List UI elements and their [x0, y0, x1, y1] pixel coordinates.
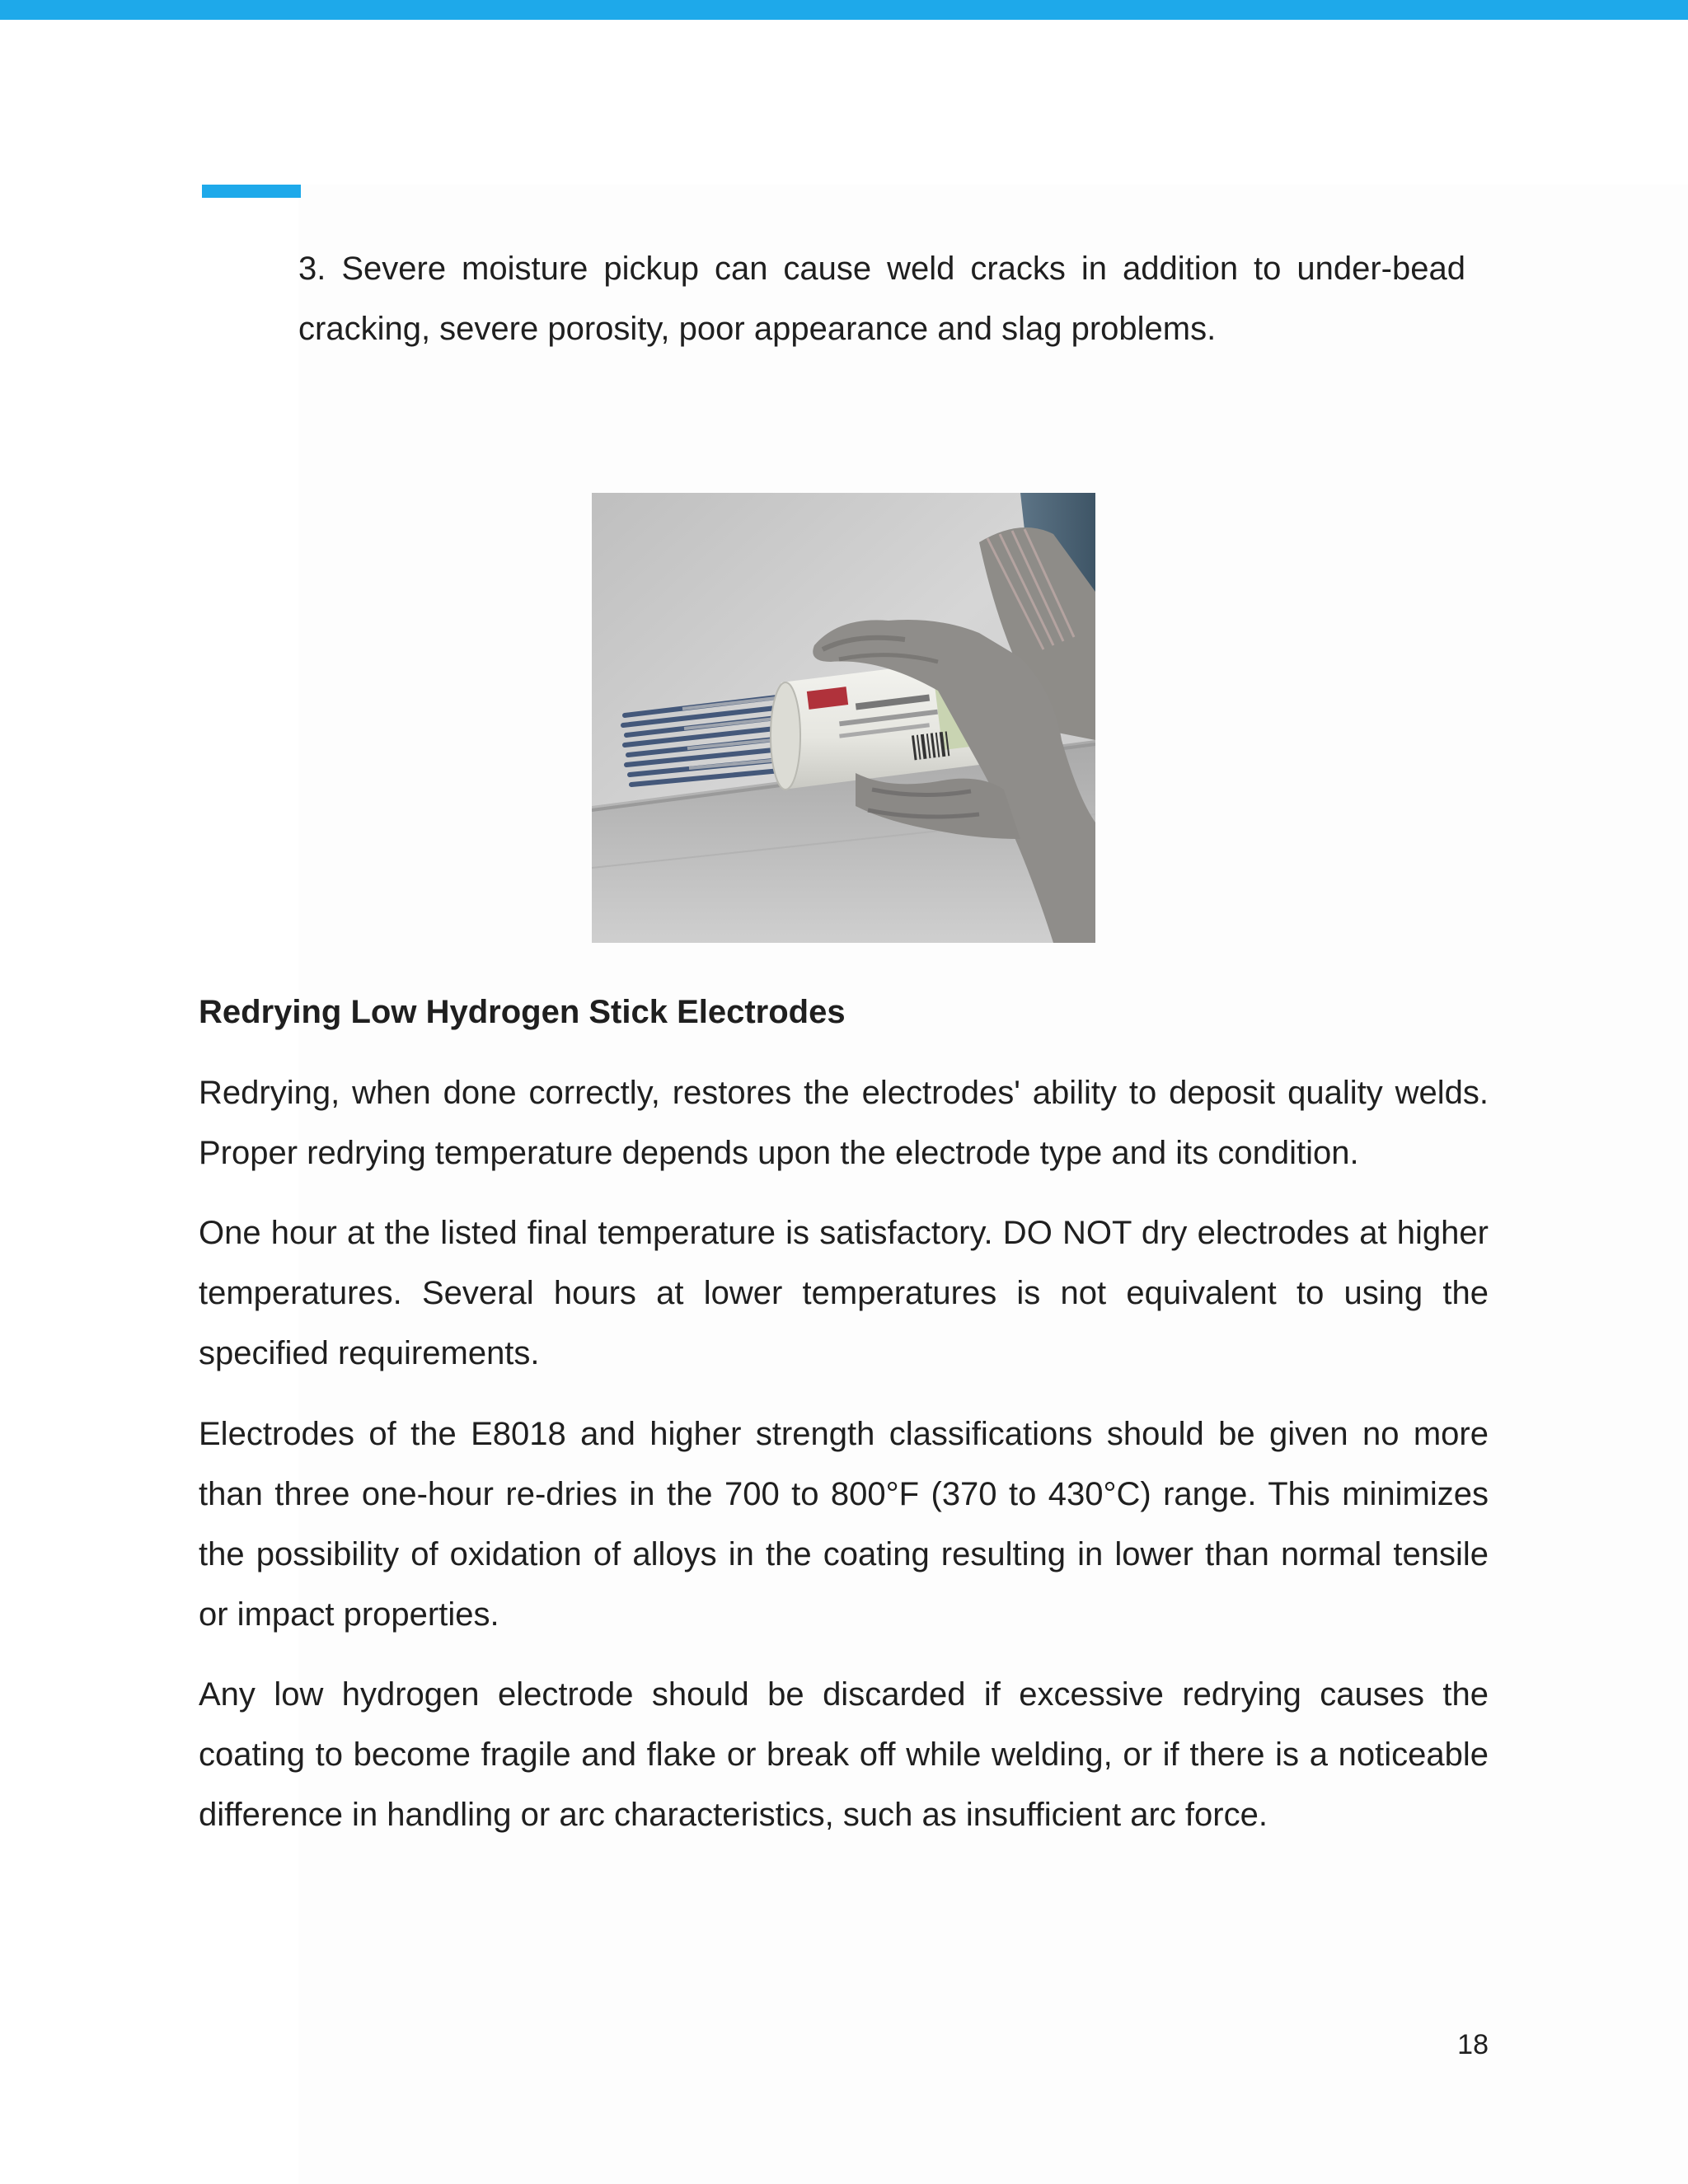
accent-dash	[202, 185, 301, 198]
paragraph: Redrying, when done correctly, restores the electrodes' ability to deposit quality welds. Proper redrying temperature depends upon the electrode type and its condition.	[199, 1075, 1489, 1171]
paragraph: Any low hydrogen electrode should be discarded if excessive redrying causes the coating to become fragile and flake or break off while welding, or if there is a noticeable difference in handling or arc characteristics, such as insufficient arc force.	[199, 1676, 1489, 1833]
list-item-3: 3. Severe moisture pickup can cause weld cracks in addition to under-bead cracking, severe porosity, poor appearance and slag problems.	[298, 251, 1465, 347]
paragraph: One hour at the listed final temperature is satisfactory. DO NOT dry electrodes at higher temperatures. Several hours at lower temperatures is not equivalent to using the specified requirements.	[199, 1215, 1489, 1371]
page-background-panel	[298, 185, 1688, 2184]
paragraph: Electrodes of the E8018 and higher strength classifications should be given no more than three one-hour re-dries in the 700 to 800°F (370 to 430°C) range. This minimizes the possibility of oxidation of alloys in the coating resulting in lower than normal tensile or impact properties.	[199, 1416, 1489, 1633]
section-heading: Redrying Low Hydrogen Stick Electrodes	[199, 994, 846, 1030]
top-accent-bar	[0, 0, 1688, 20]
page-number: 18	[1457, 2029, 1489, 2060]
electrode-package-photo	[592, 493, 1095, 943]
